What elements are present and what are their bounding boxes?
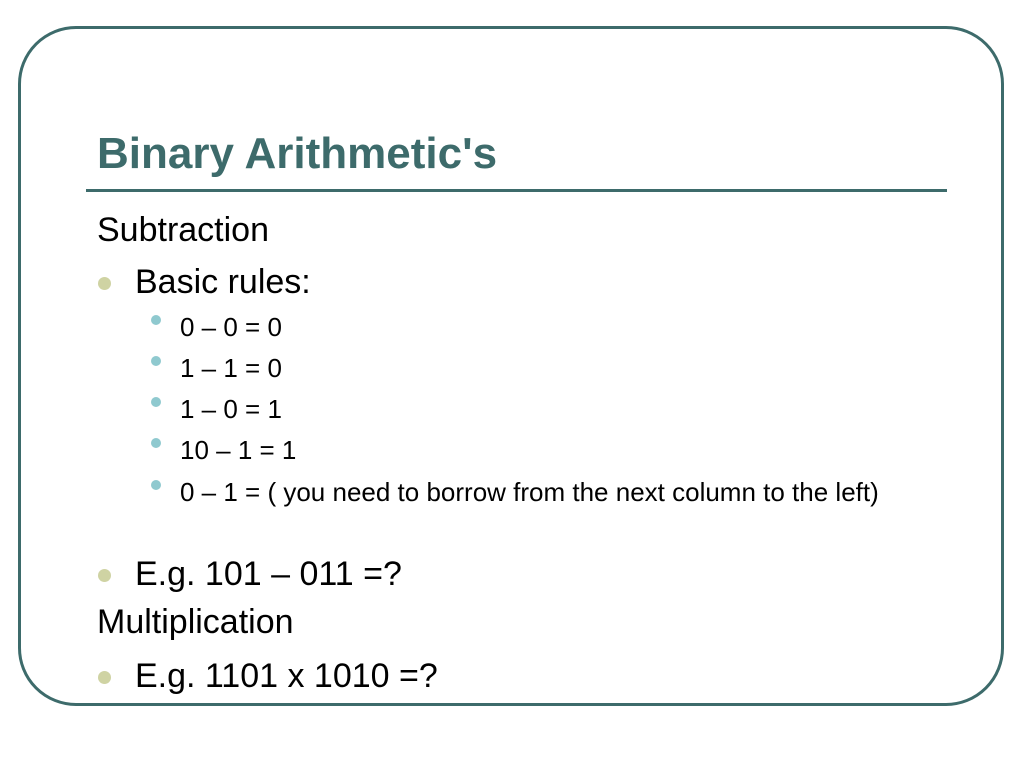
bullet-dot-icon bbox=[98, 569, 111, 582]
subbullet-dot-icon bbox=[151, 356, 161, 366]
bullet-dot-icon bbox=[98, 671, 111, 684]
subbullet-dot-icon bbox=[151, 397, 161, 407]
bullet-multiplication-example: E.g. 1101 x 1010 =? bbox=[135, 657, 438, 695]
section-heading-multiplication: Multiplication bbox=[97, 603, 294, 641]
rule-item: 0 – 1 = ( you need to borrow from the next column to the left) bbox=[180, 477, 879, 507]
rule-item: 1 – 0 = 1 bbox=[180, 394, 282, 424]
subbullet-dot-icon bbox=[151, 315, 161, 325]
subbullet-dot-icon bbox=[151, 480, 161, 490]
slide-title: Binary Arithmetic's bbox=[97, 129, 498, 178]
rule-item: 10 – 1 = 1 bbox=[180, 435, 297, 465]
bullet-dot-icon bbox=[98, 277, 111, 290]
rule-item: 1 – 1 = 0 bbox=[180, 353, 282, 383]
section-heading-subtraction: Subtraction bbox=[97, 211, 269, 249]
bullet-basic-rules: Basic rules: bbox=[135, 263, 311, 301]
bullet-subtraction-example: E.g. 101 – 011 =? bbox=[135, 555, 402, 593]
rule-item: 0 – 0 = 0 bbox=[180, 312, 282, 342]
subbullet-dot-icon bbox=[151, 438, 161, 448]
